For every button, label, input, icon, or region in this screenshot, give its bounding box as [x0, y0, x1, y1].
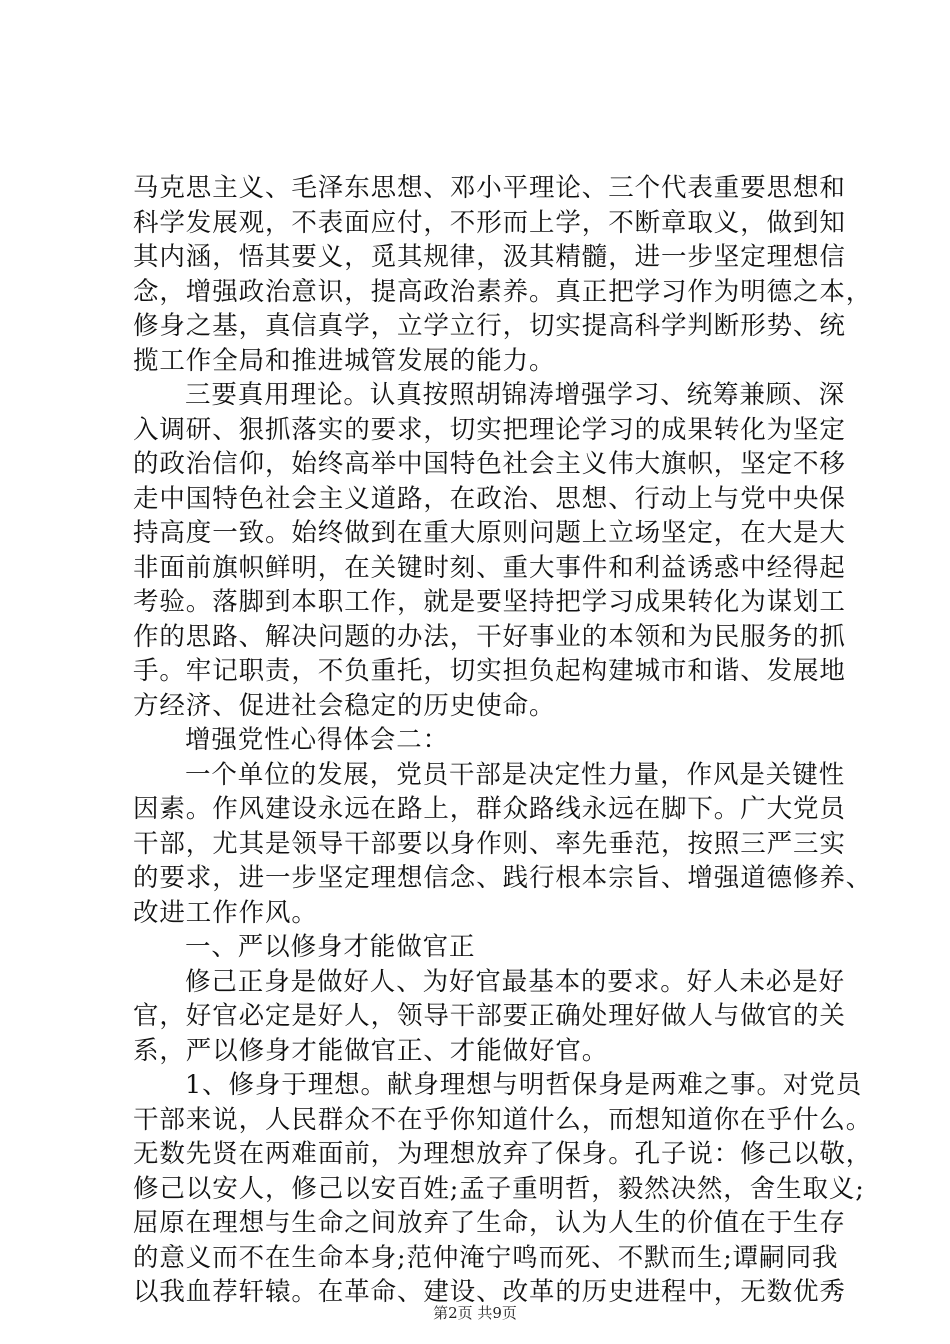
text-line: 的政治信仰，始终高举中国特色社会主义伟大旗帜，坚定不移 — [133, 449, 846, 479]
text-line: 其内涵，悟其要义，觅其规律，汲其精髓，进一步坚定理想信 — [133, 242, 846, 272]
text-line: 1、修身于理想。献身理想与明哲保身是两难之事。对党员 — [185, 1070, 863, 1100]
text-line: 因素。作风建设永远在路上，群众路线永远在脚下。广大党员 — [133, 794, 846, 824]
text-line: 念，增强政治意识，提高政治素养。真正把学习作为明德之本， — [133, 276, 873, 307]
text-line: 官，好官必定是好人，领导干部要正确处理好做人与做官的关 — [133, 1001, 846, 1031]
section-heading: 一、严以修身才能做官正 — [185, 932, 476, 962]
text-line: 入调研、狠抓落实的要求，切实把理论学习的成果转化为坚定 — [133, 414, 846, 445]
text-line: 修己正身是做好人、为好官最基本的要求。好人未必是好 — [185, 966, 846, 997]
text-line: 无数先贤在两难面前，为理想放弃了保身。孔子说：修己以敬， — [133, 1139, 873, 1169]
body-text — [133, 171, 873, 1310]
text-line: 修身之基，真信真学，立学立行，切实提高科学判断形势、统 — [133, 311, 846, 341]
text-line: 三要真用理论。认真按照胡锦涛增强学习、统筹兼顾、深 — [185, 380, 846, 410]
text-line: 的意义而不在生命本身;范仲淹宁鸣而死、不默而生;谭嗣同我 — [133, 1242, 839, 1273]
text-line: 考验。落脚到本职工作，就是要坚持把学习成果转化为谋划工 — [133, 587, 846, 617]
section-heading: 增强党性心得体会二： — [185, 725, 450, 755]
text-line: 作的思路、解决问题的办法，干好事业的本领和为民服务的抓 — [133, 621, 846, 652]
page-number: 第2页 共9页 — [433, 1304, 517, 1322]
text-line: 手。牢记职责，不负重托，切实担负起构建城市和谐、发展地 — [133, 656, 846, 686]
text-line: 走中国特色社会主义道路，在政治、思想、行动上与党中央保 — [133, 483, 846, 514]
text-line: 系，严以修身才能做官正、才能做好官。 — [133, 1035, 609, 1066]
text-line: 干部来说，人民群众不在乎你知道什么，而想知道你在乎什么。 — [133, 1104, 873, 1135]
text-line: 科学发展观，不表面应付，不形而上学，不断章取义，做到知 — [133, 207, 846, 238]
text-line: 非面前旗帜鲜明，在关键时刻、重大事件和利益诱惑中经得起 — [133, 552, 846, 583]
text-line: 屈原在理想与生命之间放弃了生命，认为人生的价值在于生存 — [133, 1208, 846, 1238]
text-line: 的要求，进一步坚定理想信念、践行根本宗旨、增强道德修养、 — [133, 863, 873, 893]
text-line: 改进工作作风。 — [133, 897, 318, 928]
text-line: 揽工作全局和推进城管发展的能力。 — [133, 345, 556, 376]
text-line: 马克思主义、毛泽东思想、邓小平理论、三个代表重要思想和 — [133, 173, 846, 203]
text-line: 一个单位的发展，党员干部是决定性力量，作风是关键性 — [185, 759, 846, 790]
text-line: 持高度一致。始终做到在重大原则问题上立场坚定，在大是大 — [133, 518, 846, 548]
text-line: 干部，尤其是领导干部要以身作则、率先垂范，按照三严三实 — [133, 828, 846, 859]
text-line: 方经济、促进社会稳定的历史使命。 — [133, 690, 556, 721]
text-line: 以我血荐轩辕。在革命、建设、改革的历史进程中，无数优秀 — [133, 1277, 846, 1307]
text-line: 修己以安人，修己以安百姓;孟子重明哲，毅然决然，舍生取义; — [133, 1173, 865, 1204]
